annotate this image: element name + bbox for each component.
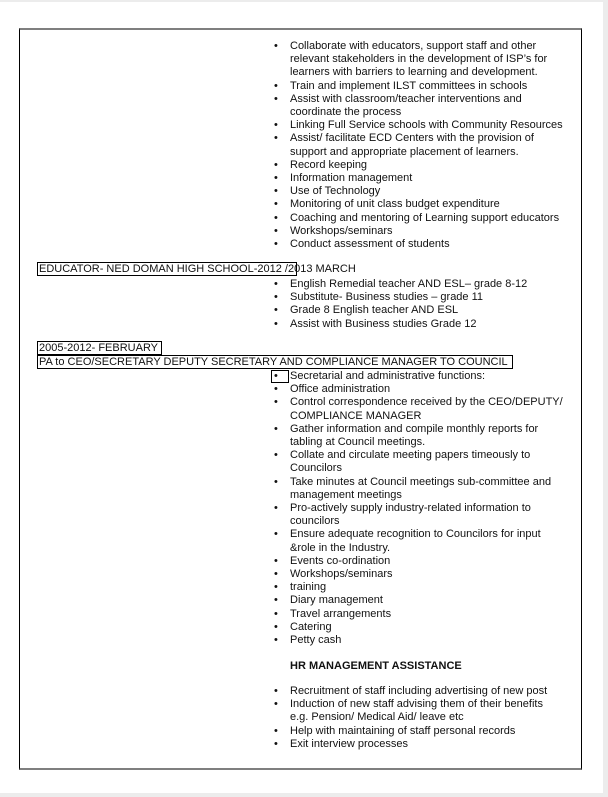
list-item (271, 685, 571, 698)
bullet-icon: • (271, 370, 289, 383)
pa-duties-list (271, 370, 571, 647)
list-item-text: training (290, 581, 327, 594)
list-item-text: Substitute- Business studies – grade 11 (290, 291, 484, 304)
list-item (271, 608, 571, 621)
list-item (271, 238, 571, 251)
list-item-text: Collate and circulate meeting papers timeously to (290, 449, 531, 462)
list-item-text: tabling at Council meetings. (290, 436, 426, 449)
list-item-text: Linking Full Service schools with Community Resources (290, 119, 563, 132)
list-item (271, 318, 571, 331)
bullet-icon: • (274, 278, 278, 290)
list-item-text: English Remedial teacher AND ESL– grade 8-12 (290, 278, 528, 290)
list-item-text: Grade 8 English teacher AND ESL (290, 304, 459, 317)
bullet-icon: • (274, 198, 278, 211)
list-item-text: Ensure adequate recognition to Councilors for input (290, 528, 541, 541)
list-item-text: COMPLIANCE MANAGER (290, 409, 422, 422)
hr-duties-list (271, 685, 571, 751)
list-item (271, 423, 571, 449)
list-item-text: learners with barriers to learning and development. (290, 66, 538, 79)
bullet-icon: • (274, 737, 278, 750)
list-item (271, 198, 571, 211)
bullet-icon: • (274, 528, 278, 541)
list-item (271, 528, 571, 554)
bullet-icon: • (274, 620, 278, 633)
list-item (271, 568, 571, 581)
list-item-text: Information management (290, 172, 413, 185)
bullet-icon: • (274, 224, 278, 237)
educator-heading: EDUCATOR- NED DOMAN HIGH SCHOOL-2012 /2013 MARCH (39, 263, 356, 275)
bullet-icon: • (274, 396, 278, 409)
list-item-text: Catering (290, 620, 332, 633)
bullet-icon: • (274, 422, 278, 435)
bullet-icon: • (274, 581, 278, 594)
list-item-text: Collaborate with educators, support staff and other (290, 40, 537, 52)
bullet-icon: • (274, 568, 278, 581)
list-item-text: Train and implement ILST committees in schools (290, 79, 528, 92)
list-item-text: Workshops/seminars (290, 568, 393, 581)
educator-duties-list (271, 278, 571, 331)
bullet-icon: • (274, 634, 278, 647)
list-item (271, 581, 571, 594)
bullet-icon: • (274, 724, 278, 737)
bullet-icon: • (274, 185, 278, 198)
list-item (271, 304, 571, 317)
list-item (271, 383, 571, 396)
list-item-text: Conduct assessment of students (290, 238, 450, 251)
list-item (271, 698, 571, 724)
bullet-icon: • (274, 502, 278, 515)
bullet-icon: • (274, 304, 278, 317)
list-item-text: Office administration (290, 383, 391, 396)
bullet-icon: • (274, 238, 278, 251)
list-item (271, 132, 571, 158)
list-item-text: Events co-ordination (290, 554, 391, 567)
list-item (271, 278, 571, 291)
bullet-icon: • (274, 119, 278, 132)
list-item-text: e.g. Pension/ Medical Aid/ leave etc (290, 711, 464, 724)
list-item-text: Gather information and compile monthly reports for (290, 422, 539, 435)
bullet-icon: • (274, 317, 278, 330)
bullet-icon: • (274, 475, 278, 488)
list-item (271, 212, 571, 225)
list-item-text: Record keeping (290, 158, 368, 171)
list-item (271, 225, 571, 238)
list-item-text: Assist with classroom/teacher interventions and (290, 92, 522, 105)
bullet-icon: • (274, 685, 278, 697)
bullet-icon: • (274, 607, 278, 620)
list-item (271, 449, 571, 475)
bullet-icon: • (274, 449, 278, 462)
support-duties-list (271, 40, 571, 251)
bullet-icon: • (274, 132, 278, 145)
list-item (271, 80, 571, 93)
list-item (271, 396, 571, 422)
pa-role-heading: PA to CEO/SECRETARY DEPUTY SECRETARY AND COMPLIANCE MANAGER TO COUNCIL (37, 355, 513, 369)
list-item (271, 502, 571, 528)
list-item-text: &role in the Industry. (290, 541, 391, 554)
bullet-icon: • (274, 554, 278, 567)
list-item (271, 93, 571, 119)
bullet-icon: • (274, 172, 278, 185)
list-item (271, 119, 571, 132)
list-item (271, 185, 571, 198)
list-item (271, 172, 571, 185)
list-item-text: Induction of new staff advising them of their benefits (290, 698, 543, 711)
bullet-icon: • (274, 92, 278, 105)
bullet-icon: • (274, 383, 278, 396)
hr-heading: HR MANAGEMENT ASSISTANCE (290, 660, 462, 672)
bullet-icon: • (274, 79, 278, 92)
list-item (271, 594, 571, 607)
bullet-icon: • (274, 211, 278, 224)
list-item-text: Pro-actively supply industry-related information to (290, 502, 531, 515)
list-item-text: Control correspondence received by the CEO/DEPUTY/ (290, 396, 563, 409)
list-item-text: Help with maintaining of staff personal records (290, 724, 516, 737)
bullet-icon: • (274, 291, 278, 304)
list-item-text: Use of Technology (290, 185, 381, 198)
bullet-icon: • (274, 40, 278, 52)
list-item (271, 159, 571, 172)
list-item-text: Petty cash (290, 634, 342, 647)
list-item-text: Assist/ facilitate ECD Centers with the provision of (290, 132, 534, 145)
bullet-icon: • (274, 158, 278, 171)
list-item-text: Take minutes at Council meetings sub-committee and (290, 475, 552, 488)
list-item (271, 40, 571, 80)
bullet-icon: • (274, 594, 278, 607)
list-item-text: support and appropriate placement of learners. (290, 145, 519, 158)
list-item (271, 291, 571, 304)
list-item-text: councilors (290, 515, 340, 528)
pa-period-heading: 2005-2012- FEBRUARY (37, 341, 162, 355)
list-item-text: Monitoring of unit class budget expenditure (290, 198, 500, 211)
list-item-text: Travel arrangements (290, 607, 392, 620)
list-item-text: Assist with Business studies Grade 12 (290, 317, 477, 330)
list-item-text: Exit interview processes (290, 737, 408, 750)
list-item-text: management meetings (290, 488, 402, 501)
list-item (271, 738, 571, 751)
list-item-text: Recruitment of staff including advertising of new post (290, 685, 548, 697)
list-item (271, 476, 571, 502)
list-item (271, 621, 571, 634)
document-page (0, 2, 603, 793)
list-item-text: Workshops/seminars (290, 224, 393, 237)
bullet-icon: • (274, 698, 278, 711)
list-item-text: Coaching and mentoring of Learning support educators (290, 211, 560, 224)
list-item-text: coordinate the process (290, 106, 402, 119)
list-item (271, 555, 571, 568)
list-item-text: Diary management (290, 594, 383, 607)
list-item-text: Councilors (290, 462, 342, 475)
list-item-text: Secretarial and administrative functions: (290, 370, 486, 382)
list-item-text: relevant stakeholders in the development of ISP’s for (290, 53, 548, 66)
list-item (271, 725, 571, 738)
list-item (271, 634, 571, 647)
list-item (271, 370, 571, 383)
